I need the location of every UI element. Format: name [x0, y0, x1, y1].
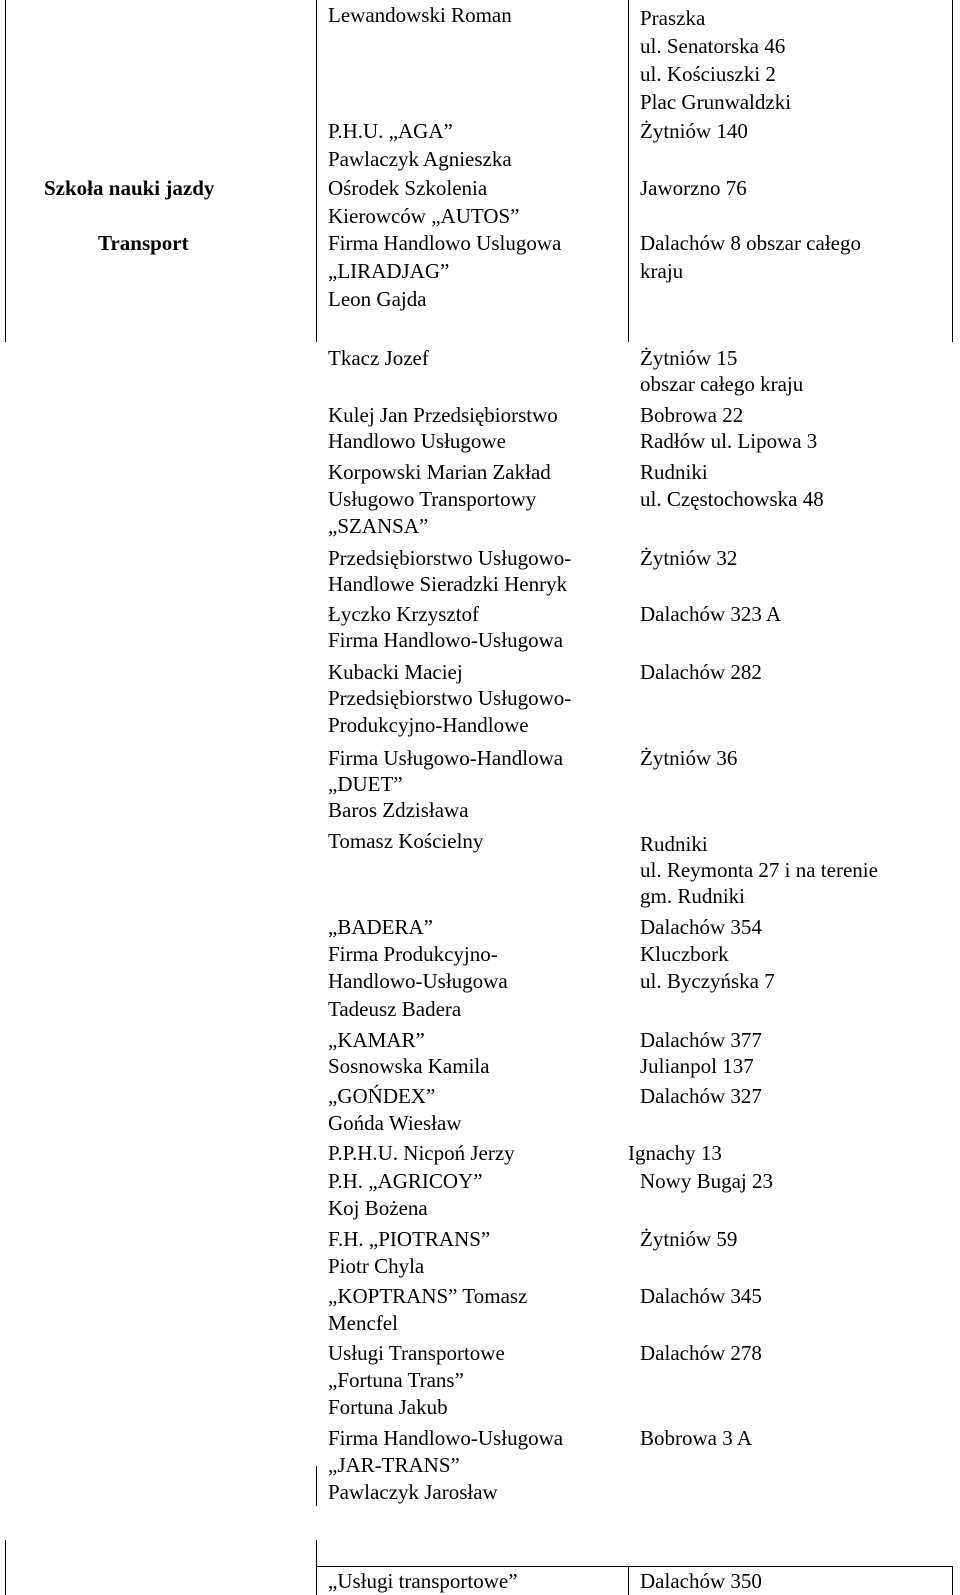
transport-name-line: Firma Produkcyjno-	[328, 942, 498, 966]
list-border-left	[316, 1466, 317, 1506]
transport-address-line: ul. Byczyńska 7	[640, 969, 775, 993]
company-address-line: kraju	[640, 259, 684, 283]
transport-name-line: Tkacz Jozef	[328, 346, 429, 370]
transport-address-line: Rudniki	[640, 460, 708, 484]
table-border-col2	[628, 0, 629, 342]
bottom-row-address: Dalachów 350	[640, 1569, 762, 1593]
transport-name-line: Kulej Jan Przedsiębiorstwo	[328, 403, 558, 427]
transport-name-line: Łyczko Krzysztof	[328, 602, 480, 626]
transport-name-line: Piotr Chyla	[328, 1254, 425, 1278]
company-address-line: Plac Grunwaldzki	[640, 90, 792, 114]
transport-name-line: Firma Handlowo-Usługowa	[328, 1426, 564, 1450]
transport-name-line: „Fortuna Trans”	[328, 1368, 464, 1392]
transport-name-line: Przedsiębiorstwo Usługowo-	[328, 686, 572, 710]
transport-name-line: Tomasz Kościelny	[328, 829, 484, 853]
table-border-col1	[316, 0, 317, 342]
company-address-line: Praszka	[640, 6, 706, 30]
transport-address-line: ul. Częstochowska 48	[640, 487, 824, 511]
company-address-line: Dalachów 8 obszar całego	[640, 231, 861, 255]
transport-name-line: Handlowe Sieradzki Henryk	[328, 572, 568, 596]
transport-name-line: Korpowski Marian Zakład	[328, 460, 551, 484]
company-name-line: „LIRADJAG”	[328, 259, 450, 283]
transport-name-line: Pawlaczyk Jarosław	[328, 1480, 498, 1504]
transport-address-line: Ignachy 13	[628, 1141, 722, 1165]
transport-address-line: Dalachów 377	[640, 1028, 762, 1052]
transport-name-line: Usługowo Transportowy	[328, 487, 537, 511]
transport-name-line: Firma Usługowo-Handlowa	[328, 746, 564, 770]
transport-name-line: Fortuna Jakub	[328, 1395, 448, 1419]
transport-name-line: P.H. „AGRICOY”	[328, 1169, 483, 1193]
transport-name-line: Sosnowska Kamila	[328, 1054, 490, 1078]
transport-name-line: „GOŃDEX”	[328, 1084, 436, 1108]
transport-address-line: Bobrowa 3 A	[640, 1426, 752, 1450]
transport-name-line: Usługi Transportowe	[328, 1341, 505, 1365]
transport-address-line: Dalachów 327	[640, 1084, 762, 1108]
transport-name-line: „KOPTRANS” Tomasz	[328, 1284, 528, 1308]
transport-name-line: Mencfel	[328, 1311, 398, 1335]
transport-name-line: „JAR-TRANS”	[328, 1453, 460, 1477]
bottom-border-left-outer	[5, 1540, 6, 1595]
transport-address-line: Żytniów 59	[640, 1227, 738, 1251]
company-address-line: ul. Senatorska 46	[640, 34, 786, 58]
bottom-border-top	[316, 1566, 953, 1567]
transport-address-line: Dalachów 282	[640, 660, 762, 684]
table-border-right	[952, 0, 953, 342]
category-label-szkola: Szkoła nauki jazdy	[44, 176, 215, 200]
transport-name-line: Koj Bożena	[328, 1196, 428, 1220]
bottom-border-left	[316, 1540, 317, 1595]
bottom-row-name: „Usługi transportowe”	[328, 1569, 518, 1593]
company-name-line: P.H.U. „AGA”	[328, 119, 453, 143]
transport-name-line: Kubacki Maciej	[328, 660, 463, 684]
transport-name-line: „DUET”	[328, 772, 403, 796]
transport-name-line: „BADERA”	[328, 915, 433, 939]
transport-name-line: P.P.H.U. Nicpoń Jerzy	[328, 1141, 515, 1165]
transport-address-line: Bobrowa 22	[640, 403, 744, 427]
table-border-left	[5, 0, 6, 342]
transport-address-line: Radłów ul. Lipowa 3	[640, 429, 818, 453]
transport-address-line: obszar całego kraju	[640, 372, 804, 396]
company-name-line: Pawlaczyk Agnieszka	[328, 147, 512, 171]
transport-address-line: Dalachów 345	[640, 1284, 762, 1308]
transport-address-line: Dalachów 323 A	[640, 602, 782, 626]
transport-address-line: gm. Rudniki	[640, 884, 746, 908]
bottom-border-mid	[628, 1566, 629, 1595]
transport-address-line: ul. Reymonta 27 i na terenie	[640, 858, 878, 882]
category-label-transport: Transport	[98, 231, 189, 255]
transport-name-line: Handlowo-Usługowa	[328, 969, 508, 993]
transport-name-line: Baros Zdzisława	[328, 798, 469, 822]
transport-name-line: „SZANSA”	[328, 514, 429, 538]
transport-address-line: Nowy Bugaj 23	[640, 1169, 773, 1193]
transport-name-line: Produkcyjno-Handlowe	[328, 713, 529, 737]
company-name-line: Kierowców „AUTOS”	[328, 204, 520, 228]
transport-name-line: Przedsiębiorstwo Usługowo-	[328, 546, 572, 570]
transport-address-line: Żytniów 36	[640, 746, 738, 770]
transport-name-line: Gońda Wiesław	[328, 1111, 462, 1135]
transport-address-line: Kluczbork	[640, 942, 729, 966]
transport-address-line: Żytniów 32	[640, 546, 738, 570]
company-name-line: Ośrodek Szkolenia	[328, 176, 488, 200]
transport-address-line: Żytniów 15	[640, 346, 738, 370]
company-name-line: Firma Handlowo Uslugowa	[328, 231, 562, 255]
transport-name-line: Tadeusz Badera	[328, 997, 462, 1021]
company-address-line: Żytniów 140	[640, 119, 748, 143]
transport-address-line: Dalachów 278	[640, 1341, 762, 1365]
transport-address-line: Rudniki	[640, 832, 708, 856]
company-address-line: ul. Kościuszki 2	[640, 62, 776, 86]
transport-address-line: Dalachów 354	[640, 915, 762, 939]
company-name-line: Lewandowski Roman	[328, 3, 512, 27]
transport-name-line: Firma Handlowo-Usługowa	[328, 628, 564, 652]
bottom-border-right	[952, 1566, 953, 1595]
company-name-line: Leon Gajda	[328, 287, 427, 311]
transport-name-line: Handlowo Usługowe	[328, 429, 506, 453]
company-address-line: Jaworzno 76	[640, 176, 747, 200]
transport-address-line: Julianpol 137	[640, 1054, 754, 1078]
transport-name-line: F.H. „PIOTRANS”	[328, 1227, 491, 1251]
transport-name-line: „KAMAR”	[328, 1028, 425, 1052]
